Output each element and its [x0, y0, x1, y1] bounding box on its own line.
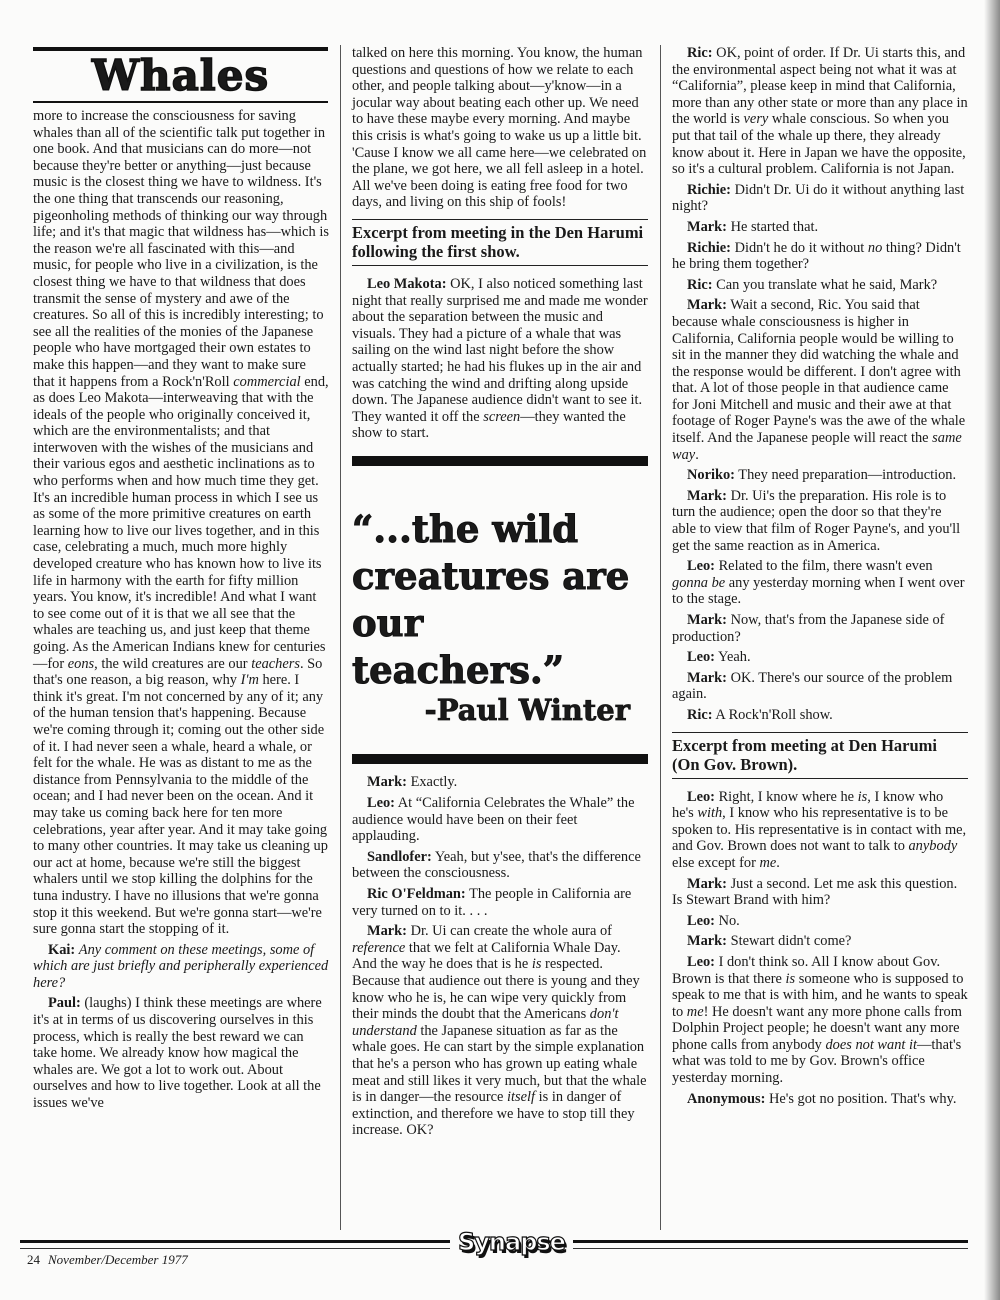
speaker-name: Leo:	[687, 953, 715, 970]
text-run: —that's what was told to me by Gov. Brown's office yesterday morning.	[672, 1036, 962, 1087]
dialogue-paragraph	[352, 276, 648, 442]
italic-run: is	[785, 970, 796, 987]
dialogue-paragraph	[672, 670, 968, 703]
text-run: Now, that's from the Japanese side of production?	[672, 612, 945, 645]
text-run: OK, point of order. If Dr. Ui starts this, and the environmental aspect being not what it was at “California”, please keep in mind that California, more than any other state or more than any place in the world is	[672, 45, 968, 128]
text-run: here. I think it's great. I'm not concerned by any of it; any of the human tension that's happening. Because we're coming through it; coming out the other side of it. I had never seen a whale, heard a whale, or felt for the whale. He was as distant to me as the distance from Pennsylvania to the middle of the ocean; and I had never been on the ocean. And it may take us coming back here for ten more celebrations, year after year. And it may take going to many other countries. It may take us cleaning up our act at home, because we're still the biggest whalers until we stop killing the dolphins for the tuna industry. I have no illusions that we're gonna stop it this weekend. But we're gonna start—we're sure gonna start the stopping of it.	[33, 672, 328, 938]
speaker-name: Richie:	[687, 239, 731, 256]
text-run: Related to the film, there wasn't even	[714, 558, 933, 575]
speaker-name: Mark:	[687, 669, 727, 686]
text-run: He started that.	[726, 218, 819, 235]
text-run: talked on here this morning. You know, the human questions and questions of how we relate to each other, and people talking about—y'know—in a jocular way about beating each other up. We need to have these maybe every morning. And maybe this crisis is what's going to wake us up a little bit. 'Cause I know we all came here—we celebrated on the plane, we got here, we all fell asleep in a hotel. All we've been doing is eating free food for two days, and living on this ship of fools!	[352, 45, 647, 211]
dialogue-paragraph	[352, 774, 648, 791]
italic-run: me	[686, 1003, 704, 1020]
dialogue-paragraph	[352, 795, 648, 845]
speaker-name: Leo:	[687, 788, 715, 805]
text-run: that we felt at California Whale Day. And the way he does that is he	[352, 939, 621, 973]
issue-date: November/December 1977	[48, 1252, 188, 1267]
text-run: more to increase the consciousness for saving whales than all of the scientific talk put together in one book. And that musicians can do more—not because they're better or anything—just because music is the closest thing we have to wildness. It's the one thing that transcends our reasoning, pigeonholing methods of thinking our way through life; and it's that magic that wildness has—which is the reason we're all fascinated with this—and music, for people who live in a civilization, is the closest thing we have to that wildness that does transmit the sense of mystery and awe of the creatures. So all of this is incredibly interesting; to see all the realities of the monies of the Japanese people who have mortgaged their own estates to make this happen—and they want to make sure that it happens from a Rock'n'Roll	[33, 108, 329, 390]
text-run: respected. Because that audience out there is young and they know who he is, he can wipe very quickly from their minds the doubt that the Americans	[352, 956, 640, 1023]
speaker-name: Ric O'Feldman:	[367, 886, 466, 903]
text-run: Can you translate what he said, Mark?	[712, 276, 938, 293]
text-run: —they wanted the show to start.	[352, 408, 626, 442]
italic-run: anybody	[908, 838, 958, 855]
page-number: 24	[27, 1252, 40, 1267]
text-run: They need preparation—introduction.	[734, 467, 957, 484]
column-3	[672, 45, 968, 1111]
text-run: , the wild creatures are our	[94, 655, 252, 672]
section-heading: Excerpt from meeting in the Den Harumi following the first show.	[352, 219, 648, 266]
dialogue-paragraph	[672, 1091, 968, 1108]
italic-run: don't understand	[352, 1006, 619, 1039]
dialogue-paragraph	[672, 488, 968, 554]
dialogue-paragraph	[672, 219, 968, 236]
dialogue-paragraph	[672, 45, 968, 178]
italic-run: does not want it	[825, 1036, 918, 1053]
text-run: Right, I know where he	[714, 788, 858, 805]
italic-run: very	[743, 111, 769, 128]
speaker-name: Ric:	[687, 45, 713, 61]
text-run: , I know who he's	[672, 788, 944, 822]
paragraph	[352, 45, 648, 211]
col2-top-text	[352, 45, 648, 211]
dialogue-paragraph	[672, 182, 968, 215]
text-run: The people in California are very turned on to it. . . .	[352, 886, 632, 919]
speaker-name: Kai:	[48, 941, 76, 958]
italic-run: teachers	[251, 655, 300, 672]
article-title: Whales	[91, 51, 270, 100]
dialogue-paragraph	[672, 558, 968, 608]
dialogue-paragraph	[672, 876, 968, 909]
quote-bar-bottom	[352, 754, 648, 764]
text-run: Stewart didn't come?	[726, 933, 852, 950]
italic-run: I'm	[240, 672, 259, 689]
italic-run: gonna be	[672, 574, 726, 591]
speaker-name: Mark:	[687, 612, 727, 628]
dialogue-paragraph	[672, 277, 968, 294]
dialogue-paragraph	[33, 942, 329, 992]
pull-quote-attribution: -Paul Winter	[424, 692, 630, 727]
folio	[27, 1252, 188, 1268]
dialogue-paragraph	[672, 467, 968, 484]
column-divider	[660, 45, 661, 1230]
text-run: OK, I also noticed something last night that really surprised me and made me wonder about the separation between the music and visuals. They had a picture of a whale that was sailing on the wind last night before the show actually started; he had his flukes up in the air and was catching the wind and drifting along upside down. The Japanese audience didn't want to see it. They wanted it off the	[352, 275, 648, 425]
text-run: .	[695, 446, 699, 463]
text-run: . So that's one reason, a big reason, why	[33, 655, 323, 689]
text-run: else except for	[672, 854, 760, 871]
text-run: ! He doesn't want any more phone calls from Dolphin Project people; he doesn't want any more phone calls from anybody	[672, 1003, 962, 1053]
col1-text	[33, 108, 329, 1112]
text-run: I don't think so. All I know about Gov. Brown is that there	[672, 953, 941, 987]
col2-mid-text	[352, 276, 648, 442]
text-run: any yesterday morning when I went over to the stage.	[672, 574, 965, 608]
speaker-name: Leo:	[367, 795, 395, 812]
dialogue-paragraph	[672, 649, 968, 666]
text-run: At “California Celebrates the Whale” the audience would have been on their feet applauding.	[352, 795, 635, 845]
article-header	[33, 47, 328, 103]
col2-bottom-text	[352, 774, 648, 1138]
italic-run: reference	[352, 939, 406, 956]
col3-top-text	[672, 45, 968, 724]
speaker-name: Richie:	[687, 181, 731, 198]
italic-run: eons	[67, 655, 95, 672]
text-run: OK. There's our source of the problem again.	[672, 669, 953, 703]
italic-run: itself	[507, 1089, 536, 1106]
header-rule-bottom	[33, 101, 328, 103]
italic-run: no	[867, 239, 883, 256]
italic-run: screen	[483, 408, 521, 425]
text-run: Yeah.	[714, 649, 751, 666]
text-run: Yeah, but y'see, that's the difference between the consciousness.	[352, 848, 641, 882]
speaker-name: Leo:	[687, 558, 715, 575]
speaker-name: Sandlofer:	[367, 848, 432, 865]
page-edge-shadow	[984, 0, 1000, 1300]
italic-run: me	[759, 854, 777, 871]
text-run: Dr. Ui can create the whole aura of	[406, 923, 612, 940]
text-run: Didn't Dr. Ui do it without anything last night?	[672, 181, 965, 215]
text-run: (laughs) I think these meetings are where it's at in terms of us discovering ourselves in this process, which is really the best reward we can take home. We already know how magical the whales are. We got a lot to work out. About ourselves and how to live together. Look at all the issues we've	[33, 995, 322, 1112]
text-run: whale conscious. So when you put that tail of the whale up there, they already know about it. Here in Japan we have the opposite, so it's a cultural problem. California is not Japan.	[672, 111, 966, 178]
text-run: thing? Didn't he bring them together?	[672, 239, 961, 273]
dialogue-paragraph	[672, 612, 968, 645]
speaker-name: Mark:	[687, 297, 727, 314]
text-run: .	[776, 854, 780, 871]
dialogue-paragraph	[672, 789, 968, 872]
text-run: Exactly.	[406, 774, 458, 791]
speaker-name: Anonymous:	[687, 1090, 766, 1107]
dialogue-paragraph	[672, 240, 968, 273]
dialogue-paragraph	[352, 849, 648, 882]
text-run: No.	[714, 912, 740, 929]
speaker-name: Ric:	[687, 706, 713, 723]
speaker-name: Noriko:	[687, 467, 735, 484]
speaker-name: Leo:	[687, 912, 715, 929]
synapse-logo: Synapse	[450, 1228, 573, 1256]
column-2	[352, 45, 648, 1143]
italic-run: with	[697, 805, 723, 822]
speaker-name: Mark:	[367, 923, 407, 940]
pull-quote: “...the wild creatures are our teachers.”	[352, 506, 630, 692]
speaker-name: Mark:	[687, 933, 727, 950]
col3-bottom-text	[672, 789, 968, 1108]
speaker-name: Mark:	[687, 875, 727, 892]
section-heading: Excerpt from meeting at Den Harumi (On Gov. Brown).	[672, 732, 968, 779]
dialogue-paragraph	[672, 913, 968, 930]
text-run: A Rock'n'Roll show.	[712, 706, 833, 723]
column-1	[33, 108, 329, 1116]
italic-run: Any comment on these meetings, some of which are just briefly and peripherally experienced here?	[33, 941, 329, 991]
speaker-name: Mark:	[687, 487, 727, 504]
speaker-name: Leo Makota:	[367, 275, 447, 292]
quote-bar-top	[352, 456, 648, 466]
text-run: someone who is supposed to speak to me that is with him, and he wants to speak to	[672, 970, 968, 1020]
speaker-name: Ric:	[687, 276, 713, 293]
paragraph	[33, 108, 329, 938]
text-run: the Japanese situation as far as the whale goes. He can start by the simple explanation that he's a person who has grown up eating whale meat and still likes it very much, but that the whale is in danger—the resource	[352, 1022, 647, 1106]
dialogue-paragraph	[672, 933, 968, 950]
dialogue-paragraph	[672, 954, 968, 1087]
text-run: He's got no position. That's why.	[765, 1090, 957, 1107]
dialogue-paragraph	[672, 707, 968, 724]
text-run: Dr. Ui's the preparation. His role is to turn the audience; open the door so that they're able to view that film of Roger Payne's, and you'll get the same reaction as in America.	[672, 487, 961, 554]
dialogue-paragraph	[33, 995, 329, 1111]
dialogue-paragraph	[672, 297, 968, 463]
text-run: end, as does Leo Makota—interweaving that with the ideals of the people who originally conceived it, which are the environmentalists; and that interwoven with the wishes of the musicians and their various egos and aesthetic inclinations as to who performs when and how much time they get. It's an incredible human process in which I see us as some of the more primitive creatures on earth learning how to live our lives together, and in this case, celebrating a much, much more highly developed creature who has known how to live its life in harmony with the earth for fifty million years. You know, it's incredible! And what I want to see come out of it is that we all see that the whales are teaching us, and just keep that theme going. As the American Indians knew for centuries—for	[33, 373, 329, 672]
dialogue-paragraph	[352, 923, 648, 1139]
dialogue-paragraph	[352, 886, 648, 919]
italic-run: commercial	[233, 373, 301, 390]
text-run: , I know who his representative is to be spoken to. His representative is in contact with me, and Gov. Brown does not want to talk to	[672, 805, 967, 855]
speaker-name: Paul:	[48, 995, 81, 1012]
italic-run: same way	[672, 430, 962, 463]
text-run: Didn't he do it without	[730, 239, 868, 256]
speaker-name: Mark:	[687, 218, 727, 235]
column-divider	[340, 45, 341, 1230]
text-run: Just a second. Let me ask this question. Is Stewart Brand with him?	[672, 875, 958, 909]
text-run: is in danger of extinction, and therefore we have to stop till they increase. OK?	[352, 1089, 635, 1139]
text-run: Wait a second, Ric. You said that because whale consciousness is higher in California, California people would be willing to sit in the manner they did watching the whale and the response would be different. I don't agree with that. A lot of those people in that audience came for Joni Mitchell and music and their awe at that footage of Roger Payne's was the awe of the whale itself. And the Japanese people will react the	[672, 297, 966, 447]
speaker-name: Leo:	[687, 649, 715, 666]
italic-run: is	[857, 788, 868, 805]
italic-run: is	[531, 956, 542, 973]
speaker-name: Mark:	[367, 774, 407, 791]
